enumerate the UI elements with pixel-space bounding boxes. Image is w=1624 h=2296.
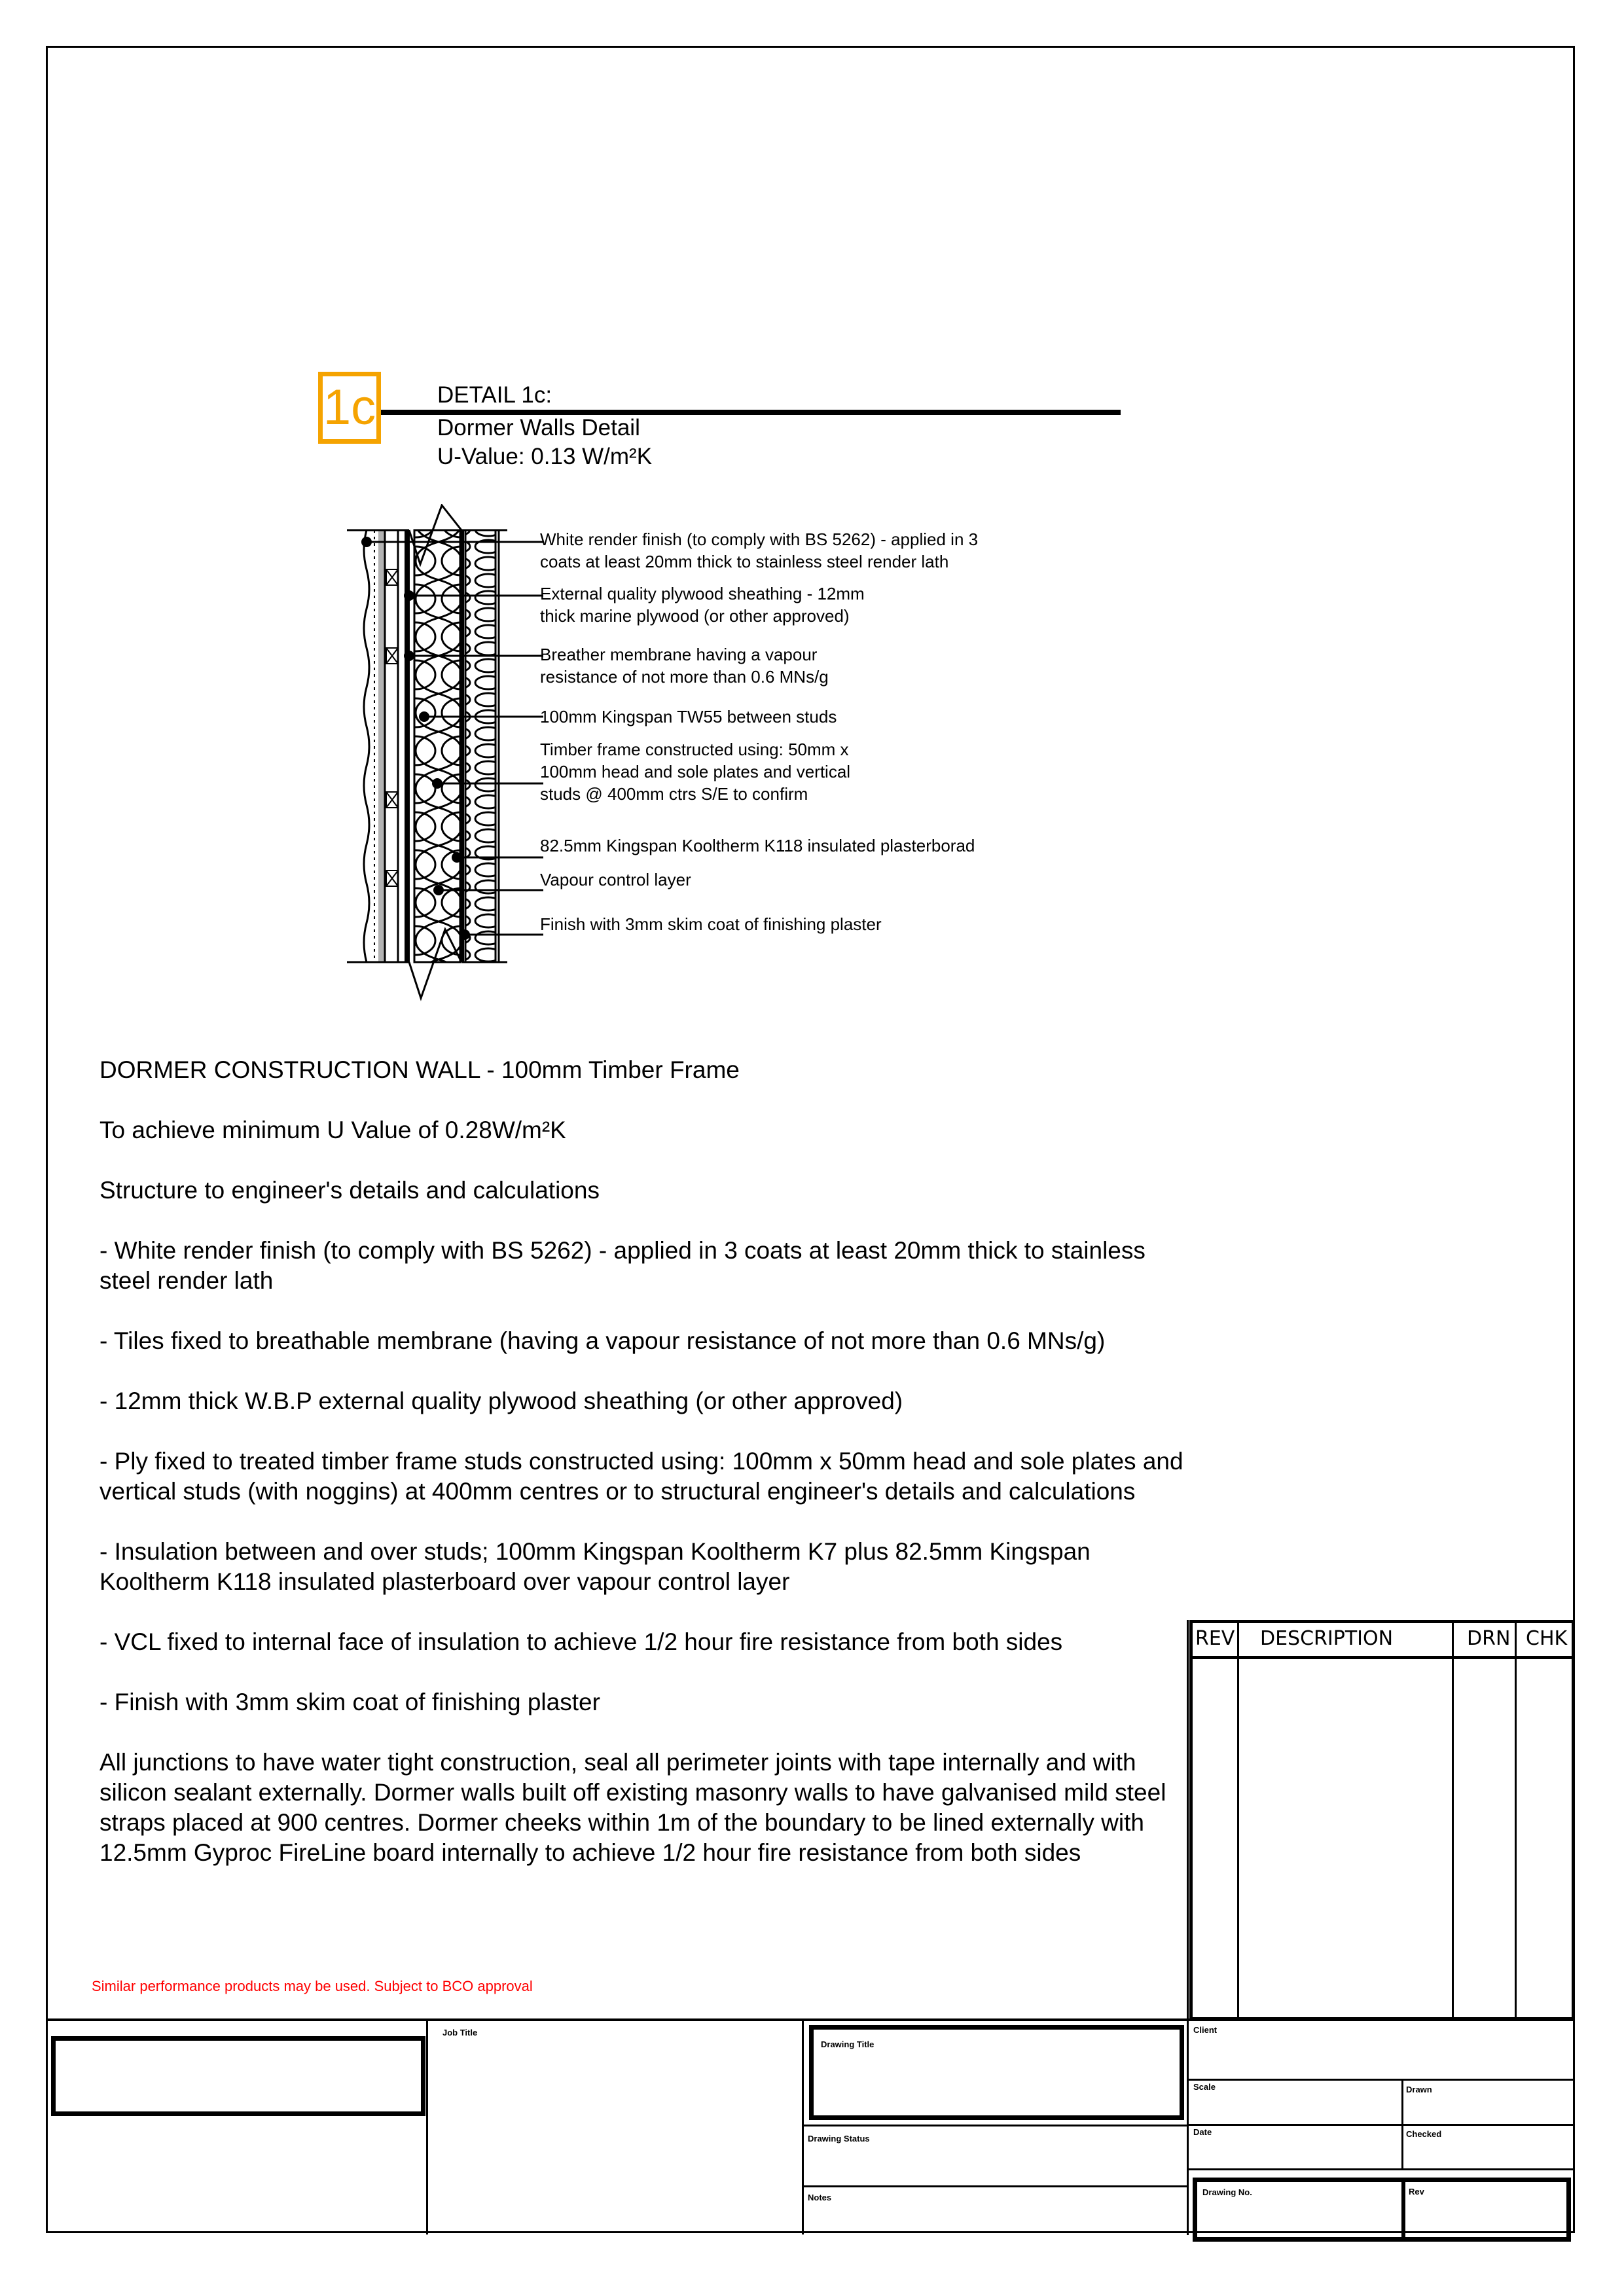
logo-box [51,2036,425,2116]
spec-paragraph: - Finish with 3mm skim coat of finishing plaster [99,1689,600,1715]
callout-kingspan-tw55: 100mm Kingspan TW55 between studs [540,707,837,726]
drawing-status-label: Drawing Status [808,2134,870,2144]
drawn-label: Drawn [1406,2085,1432,2094]
date-label: Date [1193,2127,1212,2137]
detail-u-value: U-Value: 0.13 W/m²K [437,444,653,469]
spec-heading: DORMER CONSTRUCTION WALL - 100mm Timber Frame [99,1056,740,1083]
client-label: Client [1193,2025,1218,2035]
spec-paragraph: - Ply fixed to treated timber frame studs constructed using: 100mm x 50mm head and sole plates and vertical studs (with noggins) at 400mm centres or to structural engineer's details and calculations [99,1448,1183,1505]
col-description: DESCRIPTION [1260,1627,1394,1650]
scale-label: Scale [1193,2082,1216,2092]
rev-label: Rev [1409,2187,1424,2197]
checked-label: Checked [1406,2129,1442,2139]
spec-paragraph: - VCL fixed to internal face of insulation to achieve 1/2 hour fire resistance from both sides [99,1628,1063,1655]
spec-paragraph: - White render finish (to comply with BS 5262) - applied in 3 coats at least 20mm thick to stainless steel render lath [99,1237,1146,1294]
drawing-no-label: Drawing No. [1202,2187,1252,2197]
wall-section-drawing [347,504,543,1014]
spec-paragraph: Structure to engineer's details and calculations [99,1177,600,1204]
spec-paragraph: All junctions to have water tight construction, seal all perimeter joints with tape internally and with silicon sealant externally. Dormer walls built off existing masonry walls to have galvanised mild steel straps placed at 900 centres. Dormer cheeks within 1m of the boundary to be lined externally with 12.5mm Gyproc FireLine board internally to achieve 1/2 hour fire resistance from both sides [99,1749,1166,1866]
col-drn: DRN [1467,1627,1511,1650]
detail-badge: 1c [318,372,381,444]
col-chk: CHK [1526,1627,1568,1650]
revision-table [1189,1620,1575,2020]
spec-paragraph: - 12mm thick W.B.P external quality plywood sheathing (or other approved) [99,1388,903,1414]
detail-title: DETAIL 1c: [437,382,552,408]
callout-skim-plaster: Finish with 3mm skim coat of finishing plaster [540,914,882,934]
specification-notes [99,1055,1186,1898]
callout-plywood: External quality plywood sheathing - 12mm thick marine plywood (or other approved) [540,584,865,626]
spec-paragraph: To achieve minimum U Value of 0.28W/m²K [99,1117,566,1143]
col-rev: REV [1195,1627,1235,1650]
bco-disclaimer: Similar performance products may be used. Subject to BCO approval [92,1978,533,1994]
notes-label: Notes [808,2193,832,2202]
spec-paragraph: - Tiles fixed to breathable membrane (having a vapour resistance of not more than 0.6 MNs/g) [99,1327,1106,1354]
spec-paragraph: - Insulation between and over studs; 100mm Kingspan Kooltherm K7 plus 82.5mm Kingspan Kooltherm K118 insulated plasterboard over vapour control layer [99,1538,1091,1595]
callout-timber-frame: Timber frame constructed using: 50mm x 100mm head and sole plates and vertical studs @ 400mm ctrs S/E to confirm [540,740,851,804]
callout-vcl: Vapour control layer [540,870,691,889]
detail-subtitle: Dormer Walls Detail [437,415,640,440]
drawing-title-label: Drawing Title [821,2039,875,2049]
callout-render: White render finish (to comply with BS 5262) - applied in 3 coats at least 20mm thick to stainless steel render lath [540,529,979,571]
callout-breather-membrane: Breather membrane having a vapour resistance of not more than 0.6 MNs/g [540,645,829,687]
callout-k118: 82.5mm Kingspan Kooltherm K118 insulated plasterborad [540,836,975,855]
job-title-label: Job Title [442,2028,478,2037]
